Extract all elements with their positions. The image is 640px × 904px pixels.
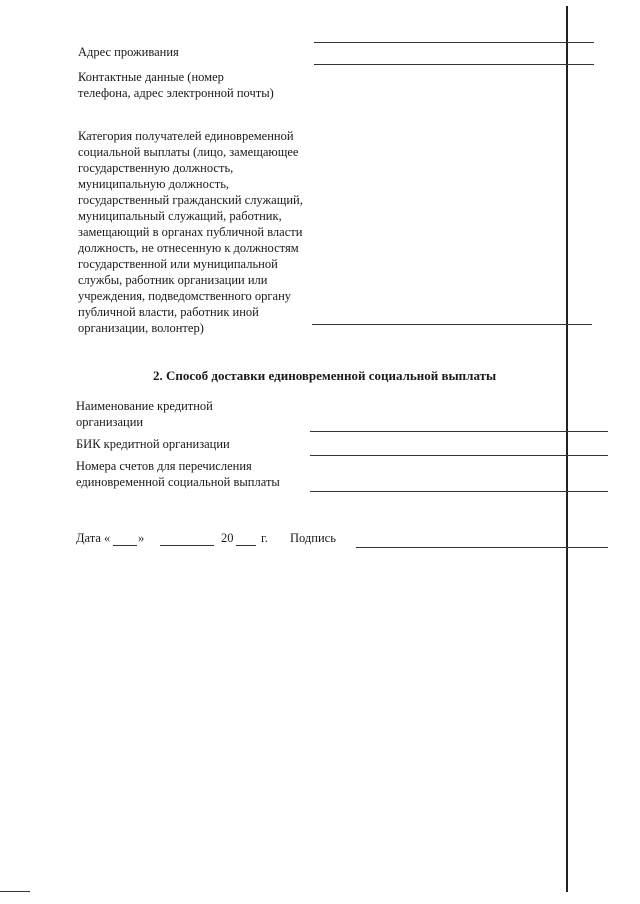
year-suffix: г. [261,531,268,545]
corner-mark [0,891,30,892]
year-prefix: 20 [221,531,234,545]
accounts-label: Номера счетов для перечисления единовременной социальной выплаты [76,459,280,489]
bik-field-line[interactable] [310,455,608,456]
contacts-field-line[interactable] [314,64,594,65]
date-label: Дата « [76,531,111,545]
category-label: Категория получателей единовременной социальной выплаты (лицо, замещающее государственную должность, муниципальную должность, государственный гражданский служащий, муниципальный служащий, работник, замещающий в органах публичной власти должность, не отнесенную к должностям государственной или муниципальной службы, работник организации или учреждения, подведомственного органу публичной власти, работник иной организации, волонтер) [78,129,303,335]
signature-label: Подпись [290,531,336,545]
bank-name-field-line[interactable] [310,431,608,432]
date-day-blank[interactable] [113,545,137,546]
right-margin-line [566,6,568,892]
bank-name-label: Наименование кредитной организации [76,399,213,429]
address-field-line[interactable] [314,42,594,43]
accounts-field-line[interactable] [310,491,608,492]
section-2-heading: 2. Способ доставки единовременной социальной выплаты [153,368,497,383]
date-month-blank[interactable] [160,545,214,546]
date-year-blank[interactable] [236,545,256,546]
signature-field-line[interactable] [356,547,608,548]
address-label: Адрес проживания [78,45,179,59]
date-quote-close: » [138,531,145,545]
bik-label: БИК кредитной организации [76,437,230,451]
category-field-line[interactable] [312,324,592,325]
contacts-label: Контактные данные (номер телефона, адрес электронной почты) [78,70,274,100]
